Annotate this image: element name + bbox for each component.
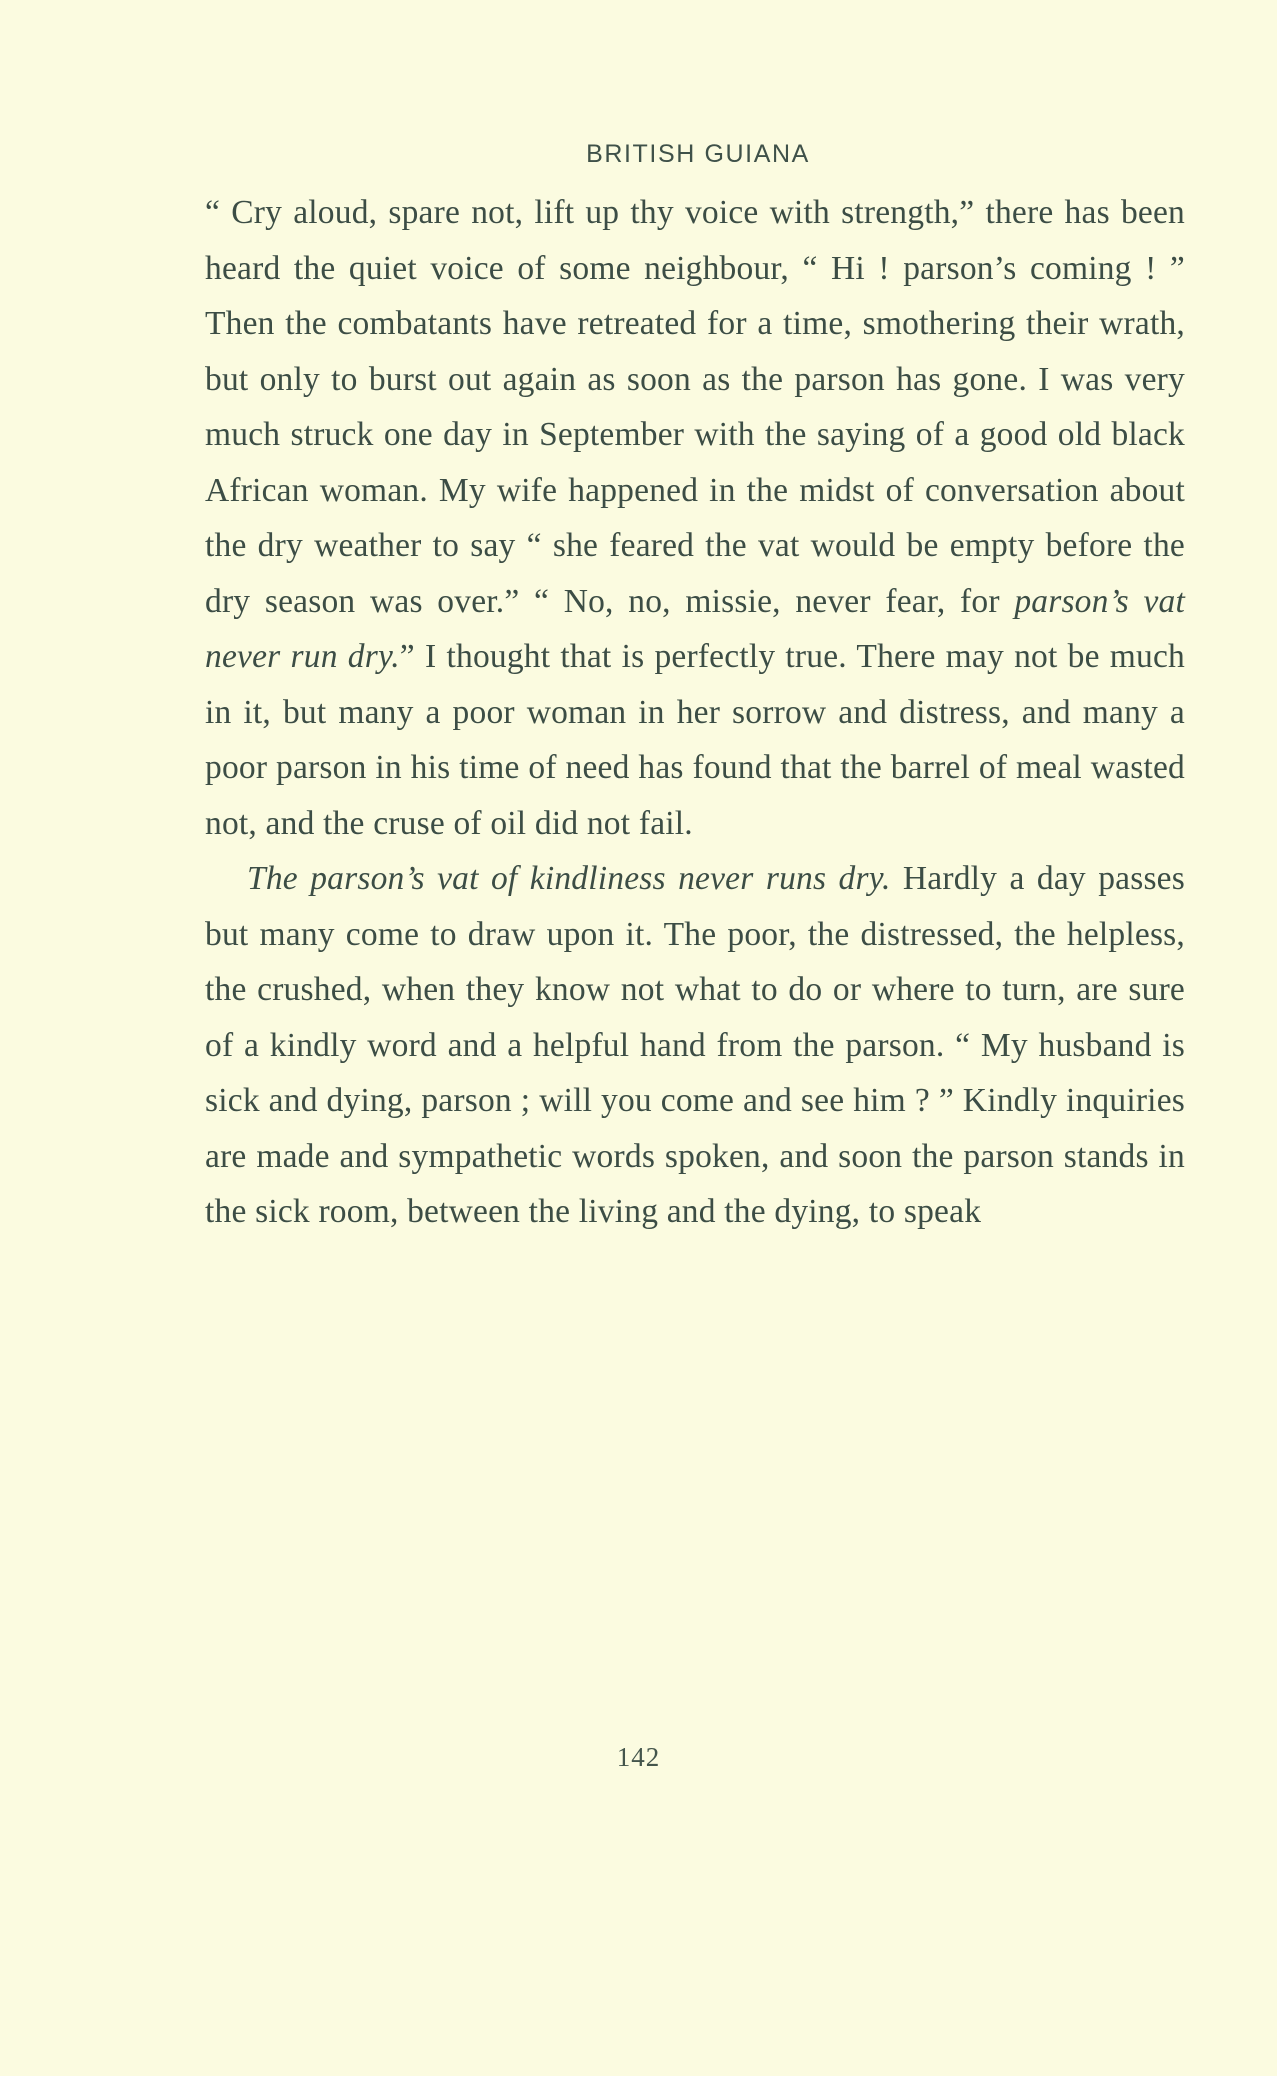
paragraph-2-text: Hardly a day passes but many come to draw upon it. The poor, the distressed, the helpless, the crushed, when they know not what to do or where to turn, are sure of a kindly word and a helpful hand from the parson. “ My husband is sick and dying, parson ; will you come and see him ? ” Kindly inquiries are made and sympathetic words spoken, and soon the parson stands in the sick room, between the living and the dying, to speak [205,860,1185,1230]
paragraph-1 [205,185,1185,851]
paragraph-2-italic-opening: The parson’s vat of kindliness never runs dry. [247,860,891,897]
running-head: BRITISH GUIANA [586,140,810,168]
page-text-block [205,140,1185,1240]
paragraph-1-text-before-italic: “ Cry aloud, spare not, lift up thy voice with strength,” there has been heard the quiet voice of some neighbour, “ Hi ! parson’s coming ! ” Then the combatants have retreated for a time, smothering their wrath, but only to burst out again as soon as the parson has gone. I was very much struck one day in September with the saying of a good old black African woman. My wife happened in the midst of conversation about the dry weather to say “ she feared the vat would be empty before the dry season was over.” “ No, no, missie, never fear, for [205,194,1185,620]
paragraph-1-italic-phrase: parson’s vat never run dry. [205,582,1185,675]
page-number: 142 [616,1742,661,1772]
paragraph-2 [205,851,1185,1240]
paragraph-1-text-after-italic: ” I thought that is perfectly true. There may not be much in it, but many a poor woman in her sorrow and distress, and many a poor parson in his time of need has found that the barrel of meal wasted not, and the cruse of oil did not fail. [205,638,1185,842]
